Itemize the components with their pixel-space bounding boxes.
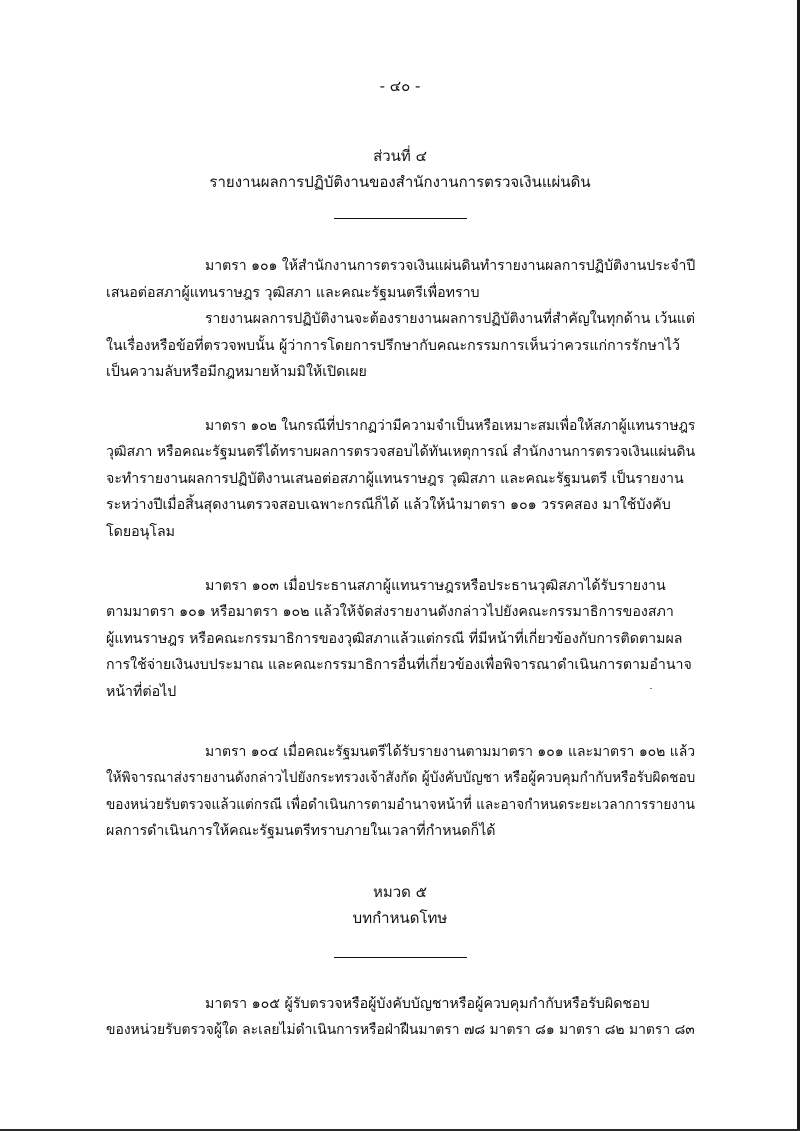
section-101-line: เป็นความลับหรือมีกฎหมายห้ามมิให้เปิดเผย (106, 364, 367, 380)
part-subtitle: รายงานผลการปฏิบัติงานของสำนักงานการตรวจเงินแผ่นดิน (209, 173, 591, 191)
section-103-line: ตามมาตรา ๑๐๑ หรือมาตรา ๑๐๒ แล้วให้จัดส่งรายงานดังกล่าวไปยังคณะกรรมาธิการของสภา (106, 604, 674, 620)
section-103-line: มาตรา ๑๐๓ เมื่อประธานสภาผู้แทนราษฎรหรือประธานวุฒิสภาได้รับรายงาน (205, 578, 666, 594)
section-105-line: มาตรา ๑๐๕ ผู้รับตรวจหรือผู้บังคับบัญชาหรือผู้ควบคุมกำกับหรือรับผิดชอบ (205, 996, 650, 1012)
section-102-line: มาตรา ๑๐๒ ในกรณีที่ปรากฏว่ามีความจำเป็นหรือเหมาะสมเพื่อให้สภาผู้แทนราษฎร (205, 418, 696, 434)
section-103-line: ผู้แทนราษฎร หรือคณะกรรมาธิการของวุฒิสภาแล้วแต่กรณี ที่มีหน้าที่เกี่ยวข้องกับการติดตามผล (106, 631, 683, 647)
section-102-line: ระหว่างปีเมื่อสิ้นสุดงานตรวจสอบเฉพาะกรณีก็ได้ แล้วให้นำมาตรา ๑๐๑ วรรคสอง มาใช้บังคับ (106, 497, 671, 513)
part-title: ส่วนที่ ๔ (373, 147, 427, 165)
section-104-line: มาตรา ๑๐๔ เมื่อคณะรัฐมนตรีได้รับรายงานตามมาตรา ๑๐๑ และมาตรา ๑๐๒ แล้ว (205, 744, 696, 760)
page-number: - ๔๐ - (379, 77, 421, 95)
section-102-line: โดยอนุโลม (106, 524, 176, 540)
section-104-line: ผลการดำเนินการให้คณะรัฐมนตรีทราบภายในเวลาที่กำหนดก็ได้ (106, 823, 496, 839)
section-102-line: จะทำรายงานผลการปฏิบัติงานเสนอต่อสภาผู้แทนราษฎร วุฒิสภา และคณะรัฐมนตรี เป็นรายงาน (106, 471, 684, 487)
divider-rule (334, 957, 467, 958)
section-101-line: มาตรา ๑๐๑ ให้สำนักงานการตรวจเงินแผ่นดินทำรายงานผลการปฏิบัติงานประจำปี (205, 258, 696, 274)
section-103-line: การใช้จ่ายเงินงบประมาณ และคณะกรรมาธิการอื่นที่เกี่ยวข้องเพื่อพิจารณาดำเนินการตามอำนาจ (106, 657, 692, 673)
scan-speck (650, 688, 652, 689)
divider-rule (334, 218, 467, 219)
section-101-line: ในเรื่องหรือข้อที่ตรวจพบนั้น ผู้ว่าการโดยการปรึกษากับคณะกรรมการเห็นว่าควรแก่การรักษาไว้ (106, 338, 680, 354)
section-104-line: ของหน่วยรับตรวจแล้วแต่กรณี เพื่อดำเนินการตามอำนาจหน้าที่ และอาจกำหนดระยะเวลาการรายงาน (106, 797, 695, 813)
section-103-line: หน้าที่ต่อไป (106, 684, 177, 700)
section-101-line: รายงานผลการปฏิบัติงานจะต้องรายงานผลการปฏิบัติงานที่สำคัญในทุกด้าน เว้นแต่ (205, 311, 696, 327)
section-101-line: เสนอต่อสภาผู้แทนราษฎร วุฒิสภา และคณะรัฐมนตรีเพื่อทราบ (106, 285, 480, 301)
chapter-subtitle: บทกำหนดโทษ (352, 909, 448, 927)
section-105-line: ของหน่วยรับตรวจผู้ใด ละเลยไม่ดำเนินการหรือฝ่าฝืนมาตรา ๗๘ มาตรา ๘๑ มาตรา ๘๒ มาตรา ๘๓ (106, 1022, 695, 1038)
section-102-line: วุฒิสภา หรือคณะรัฐมนตรีได้ทราบผลการตรวจสอบได้ทันเหตุการณ์ สำนักงานการตรวจเงินแผ่นดิน (106, 444, 696, 460)
section-104-line: ให้พิจารณาส่งรายงานดังกล่าวไปยังกระทรวงเจ้าสังกัด ผู้บังคับบัญชา หรือผู้ควบคุมกำกับหรือรับผิดชอบ (106, 770, 696, 786)
chapter-title: หมวด ๕ (372, 883, 428, 901)
